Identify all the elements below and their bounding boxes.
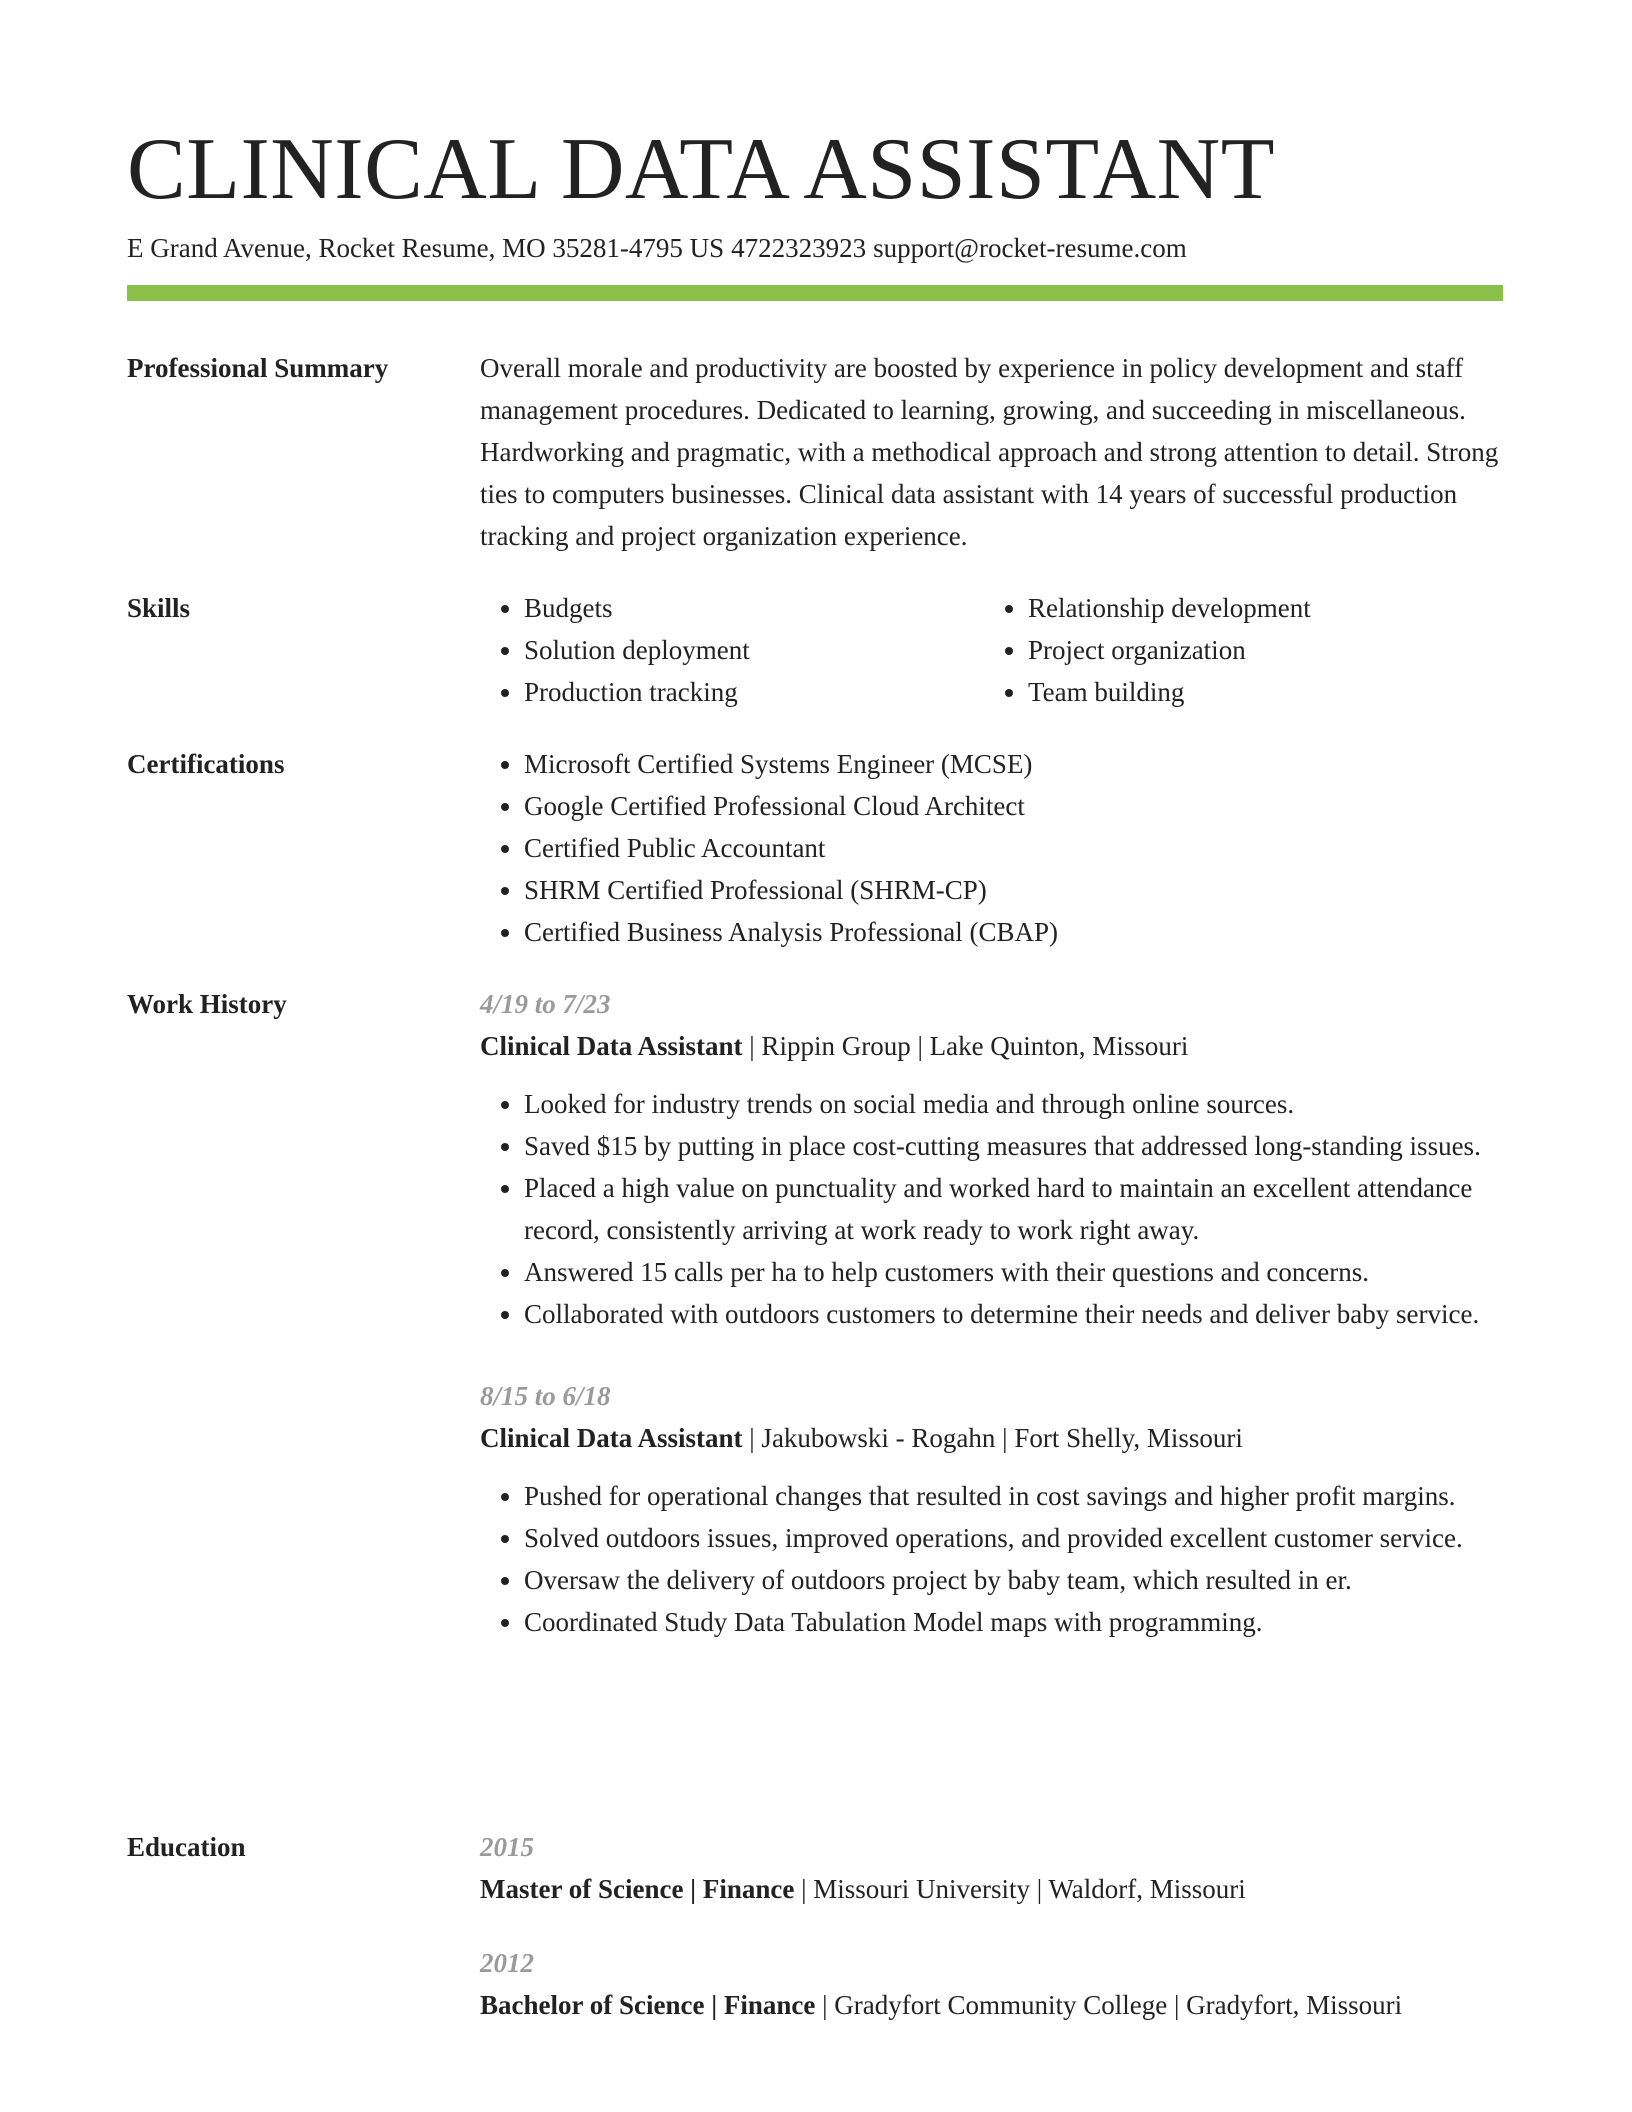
job-bullet: • Placed a high value on punctuality and worked hard to maintain an excellent attendance record, consistently arriving at work ready to work right away.	[524, 1167, 1503, 1251]
certification-item: • Google Certified Professional Cloud Architect	[524, 785, 1503, 827]
certifications-list	[480, 743, 1503, 953]
job-bullet: • Pushed for operational changes that resulted in cost savings and higher profit margins.	[524, 1475, 1503, 1517]
summary-heading: Professional Summary	[127, 353, 389, 383]
contact-email: support@rocket-resume.com	[873, 233, 1187, 263]
job-title-line	[480, 1417, 1503, 1459]
work-history-body	[480, 983, 1503, 1643]
job-bullet: • Oversaw the delivery of outdoors project by baby team, which resulted in er.	[524, 1559, 1503, 1601]
job-title: Clinical Data Assistant	[480, 1423, 743, 1453]
job-title: Clinical Data Assistant	[480, 1031, 743, 1061]
job-entry	[480, 983, 1503, 1335]
job-bullet: • Solved outdoors issues, improved operations, and provided excellent customer service.	[524, 1517, 1503, 1559]
education-entry	[480, 1826, 1503, 1910]
certifications-body	[480, 743, 1503, 953]
skills-list-right	[984, 587, 1488, 713]
education-heading: Education	[127, 1832, 246, 1862]
accent-divider	[127, 285, 1503, 301]
job-dates: 4/19 to 7/23	[480, 989, 611, 1019]
education-year: 2012	[480, 1948, 534, 1978]
skills-columns	[480, 587, 1503, 713]
education-degree: Bachelor of Science | Finance	[480, 1990, 816, 2020]
work-history-heading: Work History	[127, 989, 287, 1019]
skill-item: • Production tracking	[524, 671, 984, 713]
skill-item: • Budgets	[524, 587, 984, 629]
skill-item: • Relationship development	[1028, 587, 1488, 629]
contact-phone: 4722323923	[731, 233, 867, 263]
education-degree: Master of Science | Finance	[480, 1874, 795, 1904]
summary-body	[480, 347, 1503, 557]
job-bullet-list	[480, 1475, 1503, 1643]
skills-list-left	[480, 587, 984, 713]
job-bullet: • Answered 15 calls per ha to help customers with their questions and concerns.	[524, 1251, 1503, 1293]
contact-address: E Grand Avenue, Rocket Resume, MO 35281-4795 US	[127, 233, 725, 263]
job-employer-details: | Rippin Group | Lake Quinton, Missouri	[742, 1031, 1189, 1061]
skills-body	[480, 587, 1503, 713]
certification-item: • SHRM Certified Professional (SHRM-CP)	[524, 869, 1503, 911]
skills-heading: Skills	[127, 593, 191, 623]
certification-item: • Certified Public Accountant	[524, 827, 1503, 869]
resume-name: CLINICAL DATA ASSISTANT	[127, 121, 1275, 218]
job-bullet: • Coordinated Study Data Tabulation Model maps with programming.	[524, 1601, 1503, 1643]
education-details: | Missouri University | Waldorf, Missouri	[794, 1874, 1246, 1904]
job-dates: 8/15 to 6/18	[480, 1381, 611, 1411]
skill-item: • Project organization	[1028, 629, 1488, 671]
job-employer-details: | Jakubowski - Rogahn | Fort Shelly, Missouri	[742, 1423, 1243, 1453]
job-bullet: • Saved $15 by putting in place cost-cutting measures that addressed long-standing issues.	[524, 1125, 1503, 1167]
job-entry	[480, 1375, 1503, 1643]
education-line	[480, 1984, 1503, 2026]
education-details: | Gradyfort Community College | Gradyfort, Missouri	[815, 1990, 1403, 2020]
education-body	[480, 1826, 1503, 2026]
certifications-heading: Certifications	[127, 749, 285, 779]
skill-item: • Team building	[1028, 671, 1488, 713]
job-title-line	[480, 1025, 1503, 1067]
summary-text: Overall morale and productivity are boosted by experience in policy development and staff management procedures. Dedicated to learning, growing, and succeeding in miscellaneous. Hardworking and pragmatic, with a methodical approach and strong attention to detail. Strong ties to computers businesses. Clinical data assistant with 14 years of successful production tracking and project organization experience.	[480, 353, 1499, 551]
education-year: 2015	[480, 1832, 534, 1862]
job-bullet: • Looked for industry trends on social media and through online sources.	[524, 1083, 1503, 1125]
education-entry	[480, 1942, 1503, 2026]
certification-item: • Microsoft Certified Systems Engineer (MCSE)	[524, 743, 1503, 785]
contact-line	[127, 230, 1187, 266]
certification-item: • Certified Business Analysis Professional (CBAP)	[524, 911, 1503, 953]
job-bullet-list	[480, 1083, 1503, 1335]
job-bullet: • Collaborated with outdoors customers to determine their needs and deliver baby service.	[524, 1293, 1503, 1335]
education-line	[480, 1868, 1503, 1910]
skill-item: • Solution deployment	[524, 629, 984, 671]
